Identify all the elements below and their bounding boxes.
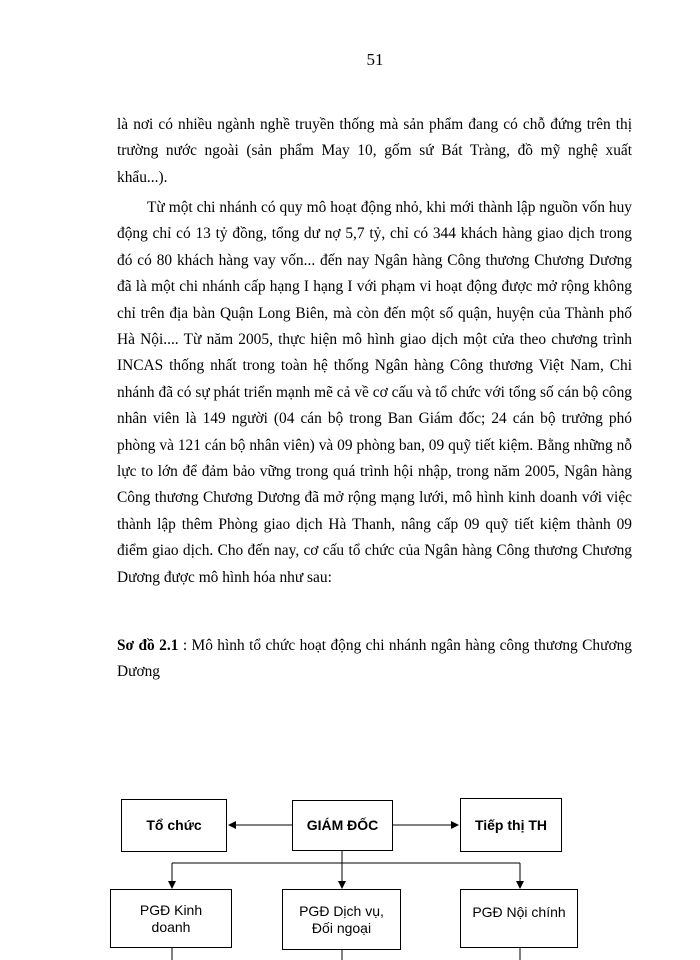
pgd-noi-chinh-box bbox=[460, 889, 578, 948]
giam-doc-label: GIÁM ĐỐC bbox=[306, 817, 379, 833]
paragraph-2 bbox=[117, 195, 632, 591]
caption-label: Sơ đồ 2.1 bbox=[117, 637, 179, 654]
pgd-kinh-doanh-line2: doanh bbox=[151, 918, 191, 935]
paragraph-2-text: Từ một chi nhánh có quy mô hoạt động nhỏ, khi mới thành lập nguồn vốn huy động chỉ có 13 tỷ đồng, tổng dư nợ 5,7 tỷ, chỉ có 344 khách hàng giao dịch trong đó có 80 khách hàng vay vốn... đến nay Ngân hàng Công thương Chương Dương đã là một chi nhánh cấp hạng I hạng I với phạm vi hoạt động được mở rộng không chỉ trên địa bàn Quận Long Biên, mà còn đến một số quận, huyện của Thành phố Hà Nội.... Từ năm 2005, thực hiện mô hình giao dịch một cửa theo chương trình INCAS thống nhất trong toàn hệ thống Ngân hàng Công thương Việt Nam, Chi nhánh đã có sự phát triển mạnh mẽ cả về cơ cấu và tổ chức với tổng số cán bộ công nhân viên là 149 người (04 cán bộ trong Ban Giám đốc; 24 cán bộ trưởng phó phòng và 121 cán bộ nhân viên) và 09 phòng ban, 09 quỹ tiết kiệm. Bằng những nỗ lực to lớn để đảm bảo vững trong quá trình hội nhập, trong năm 2005, Ngân hàng Công thương Chương Dương đã mở rộng mạng lưới, mô hình kinh doanh với việc thành lập thêm Phòng giao dịch Hà Thanh, nâng cấp 09 quỹ tiết kiệm thành 09 điểm giao dịch. Cho đến nay, cơ cấu tổ chức của Ngân hàng Công thương Chương Dương được mô hình hóa như sau: bbox=[117, 199, 632, 586]
page-number: 51 bbox=[366, 50, 384, 69]
diagram-caption bbox=[117, 633, 632, 686]
pgd-kinh-doanh-box bbox=[110, 889, 232, 948]
giam-doc-box bbox=[292, 800, 393, 851]
pgd-noi-chinh-label: PGĐ Nội chính bbox=[472, 904, 566, 920]
pgd-kinh-doanh-line1: PGĐ Kinh bbox=[139, 901, 203, 918]
to-chuc-box bbox=[121, 799, 227, 852]
pgd-dich-vu-box bbox=[282, 889, 401, 950]
pgd-dich-vu-line1: PGĐ Dịch vụ, bbox=[299, 902, 384, 919]
tiep-thi-label: Tiếp thị TH bbox=[474, 816, 548, 833]
pgd-dich-vu-line2: Đối ngoại bbox=[311, 919, 372, 936]
caption-text: : Mô hình tổ chức hoạt động chi nhánh ngân hàng công thương Chương Dương bbox=[117, 637, 632, 681]
paragraph-1: là nơi có nhiều ngành nghề truyền thống mà sản phẩm đang có chỗ đứng trên thị trường nước ngoài (sản phẩm May 10, gốm sứ Bát Tràng, đồ mỹ nghệ xuất khẩu...). bbox=[117, 116, 632, 186]
to-chuc-label: Tổ chức bbox=[146, 817, 202, 833]
tiep-thi-box bbox=[460, 798, 562, 852]
